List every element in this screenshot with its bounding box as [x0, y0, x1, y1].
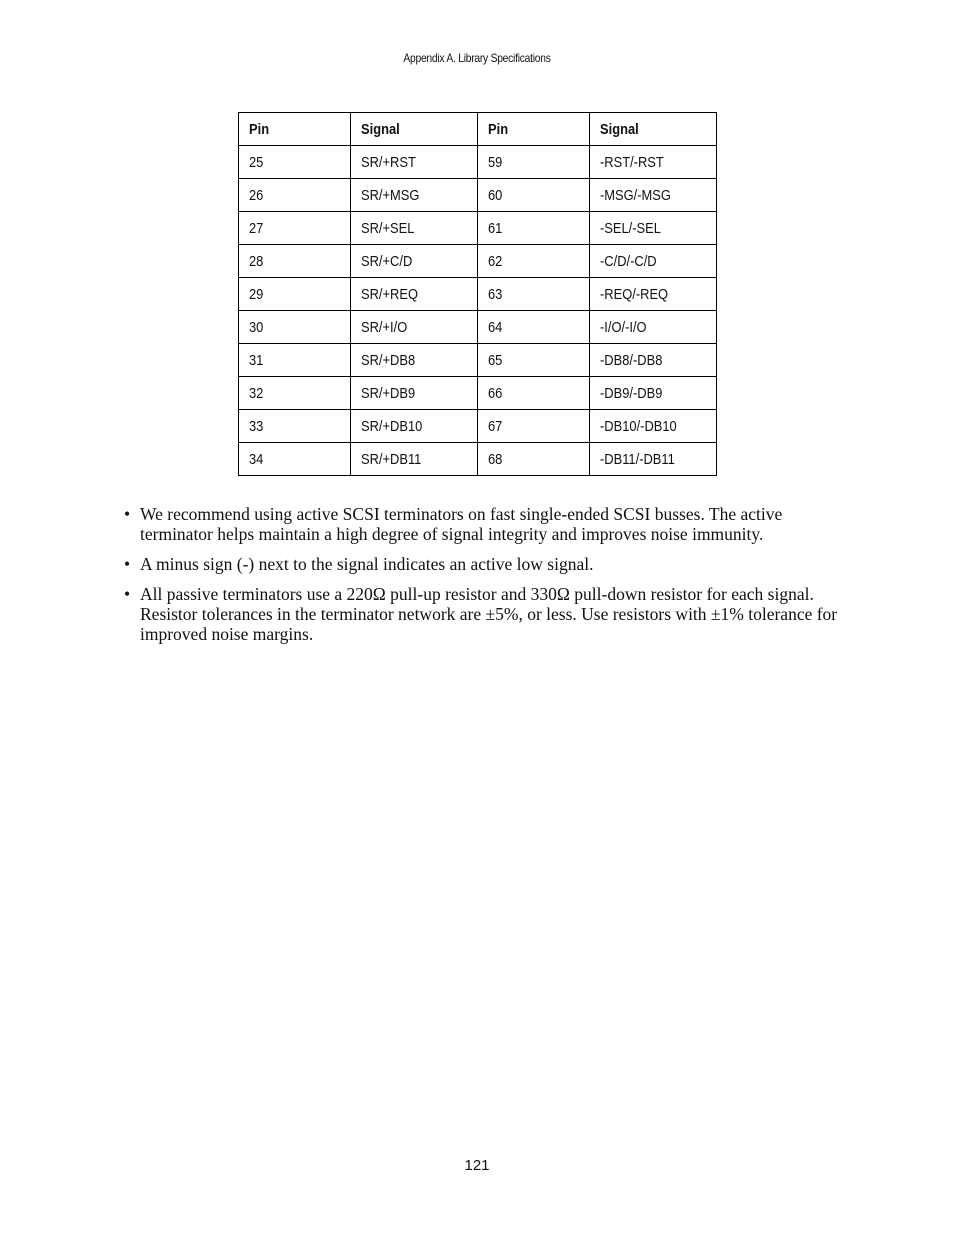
pin-cell: 64: [478, 311, 590, 344]
table-row: [239, 179, 717, 212]
signal-cell: -I/O/-I/O: [590, 311, 717, 344]
bullet-marker: •: [124, 584, 131, 604]
bullet-marker: •: [124, 504, 131, 524]
table-header-row: [239, 113, 717, 146]
signal-cell: SR/+RST: [351, 146, 478, 179]
pin-cell: 60: [478, 179, 590, 212]
pin-cell: 33: [239, 410, 351, 443]
page-number: 121: [464, 1157, 490, 1174]
note-text: We recommend using active SCSI terminators on fast single-ended SCSI busses. The active terminator helps maintain a high degree of signal integrity and improves noise immunity.: [140, 504, 783, 544]
signal-cell: -MSG/-MSG: [590, 179, 717, 212]
signal-cell: SR/+DB11: [351, 443, 478, 476]
pin-signal-table: [238, 112, 717, 476]
pin-cell: 68: [478, 443, 590, 476]
pin-cell: 66: [478, 377, 590, 410]
table-row: [239, 410, 717, 443]
table-row: [239, 245, 717, 278]
signal-cell: -DB10/-DB10: [590, 410, 717, 443]
table-row: [239, 443, 717, 476]
pin-cell: 27: [239, 212, 351, 245]
signal-cell: -SEL/-SEL: [590, 212, 717, 245]
table-row: [239, 377, 717, 410]
list-item: [122, 554, 844, 574]
pin-cell: 65: [478, 344, 590, 377]
pin-cell: 30: [239, 311, 351, 344]
running-head: Appendix A. Library Specifications: [403, 51, 551, 65]
column-header-pin: Pin: [239, 113, 351, 146]
signal-cell: SR/+REQ: [351, 278, 478, 311]
signal-cell: SR/+DB10: [351, 410, 478, 443]
table-row: [239, 344, 717, 377]
signal-cell: -DB9/-DB9: [590, 377, 717, 410]
pin-cell: 63: [478, 278, 590, 311]
column-header-pin: Pin: [478, 113, 590, 146]
pin-cell: 25: [239, 146, 351, 179]
bullet-marker: •: [124, 554, 131, 574]
notes-list: [122, 504, 844, 654]
pin-cell: 28: [239, 245, 351, 278]
column-header-signal: Signal: [351, 113, 478, 146]
table-row: [239, 146, 717, 179]
note-text: A minus sign (-) next to the signal indicates an active low signal.: [140, 554, 594, 574]
pin-cell: 59: [478, 146, 590, 179]
pin-cell: 32: [239, 377, 351, 410]
pin-cell: 31: [239, 344, 351, 377]
signal-cell: SR/+DB9: [351, 377, 478, 410]
table-row: [239, 212, 717, 245]
list-item: [122, 584, 844, 644]
signal-cell: -RST/-RST: [590, 146, 717, 179]
signal-cell: -DB11/-DB11: [590, 443, 717, 476]
signal-cell: SR/+C/D: [351, 245, 478, 278]
note-text: All passive terminators use a 220Ω pull-up resistor and 330Ω pull-down resistor for each signal. Resistor tolerances in the terminator network are ±5%, or less. Use resistors with ±1% tolerance for improved noise margins.: [140, 584, 838, 644]
table-row: [239, 278, 717, 311]
signal-cell: -C/D/-C/D: [590, 245, 717, 278]
list-item: [122, 504, 844, 544]
signal-cell: SR/+SEL: [351, 212, 478, 245]
pin-cell: 29: [239, 278, 351, 311]
column-header-signal: Signal: [590, 113, 717, 146]
pin-cell: 62: [478, 245, 590, 278]
table-row: [239, 311, 717, 344]
pin-cell: 26: [239, 179, 351, 212]
pin-cell: 61: [478, 212, 590, 245]
signal-cell: SR/+I/O: [351, 311, 478, 344]
pin-cell: 67: [478, 410, 590, 443]
pin-cell: 34: [239, 443, 351, 476]
signal-cell: -DB8/-DB8: [590, 344, 717, 377]
signal-cell: SR/+DB8: [351, 344, 478, 377]
signal-cell: -REQ/-REQ: [590, 278, 717, 311]
signal-cell: SR/+MSG: [351, 179, 478, 212]
